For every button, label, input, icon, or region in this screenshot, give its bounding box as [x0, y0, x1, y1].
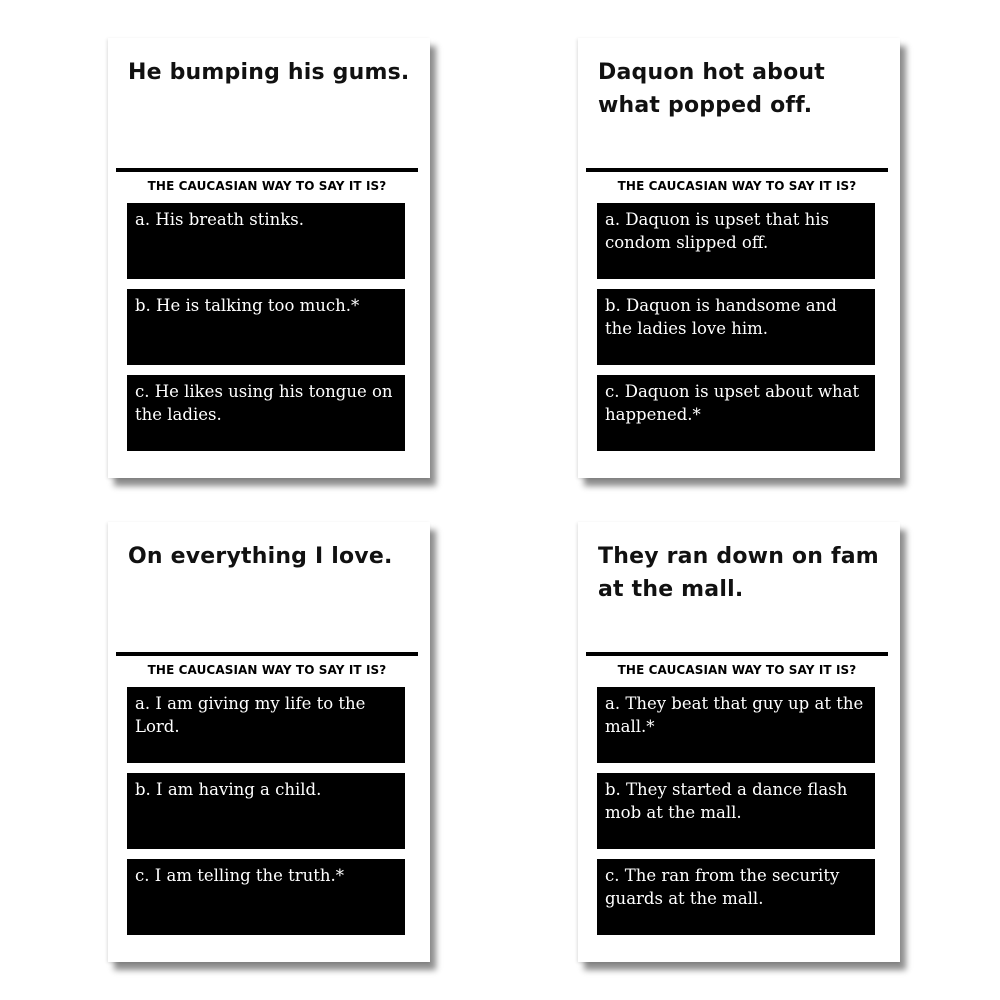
divider-rule: [116, 652, 418, 656]
answer-option-c: c. The ran from the security guards at the mall.: [597, 859, 875, 935]
question-label: THE CAUCASIAN WAY TO SAY IT IS?: [617, 179, 857, 193]
answer-option-b: b. He is talking too much.*: [127, 289, 405, 365]
card-phrase: They ran down on fam at the mall.: [598, 544, 879, 602]
question-label: THE CAUCASIAN WAY TO SAY IT IS?: [617, 663, 857, 677]
card-phrase: He bumping his gums.: [128, 60, 410, 85]
answer-option-b: b. Daquon is handsome and the ladies love him.: [597, 289, 875, 365]
card-phrase: Daquon hot about what popped off.: [598, 60, 825, 118]
answer-option-a: a. They beat that guy up at the mall.*: [597, 687, 875, 763]
divider-rule: [116, 168, 418, 172]
quiz-card-2: [578, 38, 900, 478]
quiz-card-1: [108, 38, 430, 478]
answer-option-b: b. I am having a child.: [127, 773, 405, 849]
answer-option-c: c. Daquon is upset about what happened.*: [597, 375, 875, 451]
divider-rule: [586, 652, 888, 656]
answer-option-a: a. I am giving my life to the Lord.: [127, 687, 405, 763]
answer-option-a: a. His breath stinks.: [127, 203, 405, 279]
question-label: THE CAUCASIAN WAY TO SAY IT IS?: [147, 663, 387, 677]
answer-option-b: b. They started a dance flash mob at the mall.: [597, 773, 875, 849]
answer-option-c: c. I am telling the truth.*: [127, 859, 405, 935]
card-phrase: On everything I love.: [128, 544, 393, 569]
quiz-card-3: [108, 522, 430, 962]
divider-rule: [586, 168, 888, 172]
quiz-card-4: [578, 522, 900, 962]
question-label: THE CAUCASIAN WAY TO SAY IT IS?: [147, 179, 387, 193]
answer-option-a: a. Daquon is upset that his condom slipped off.: [597, 203, 875, 279]
answer-option-c: c. He likes using his tongue on the ladies.: [127, 375, 405, 451]
